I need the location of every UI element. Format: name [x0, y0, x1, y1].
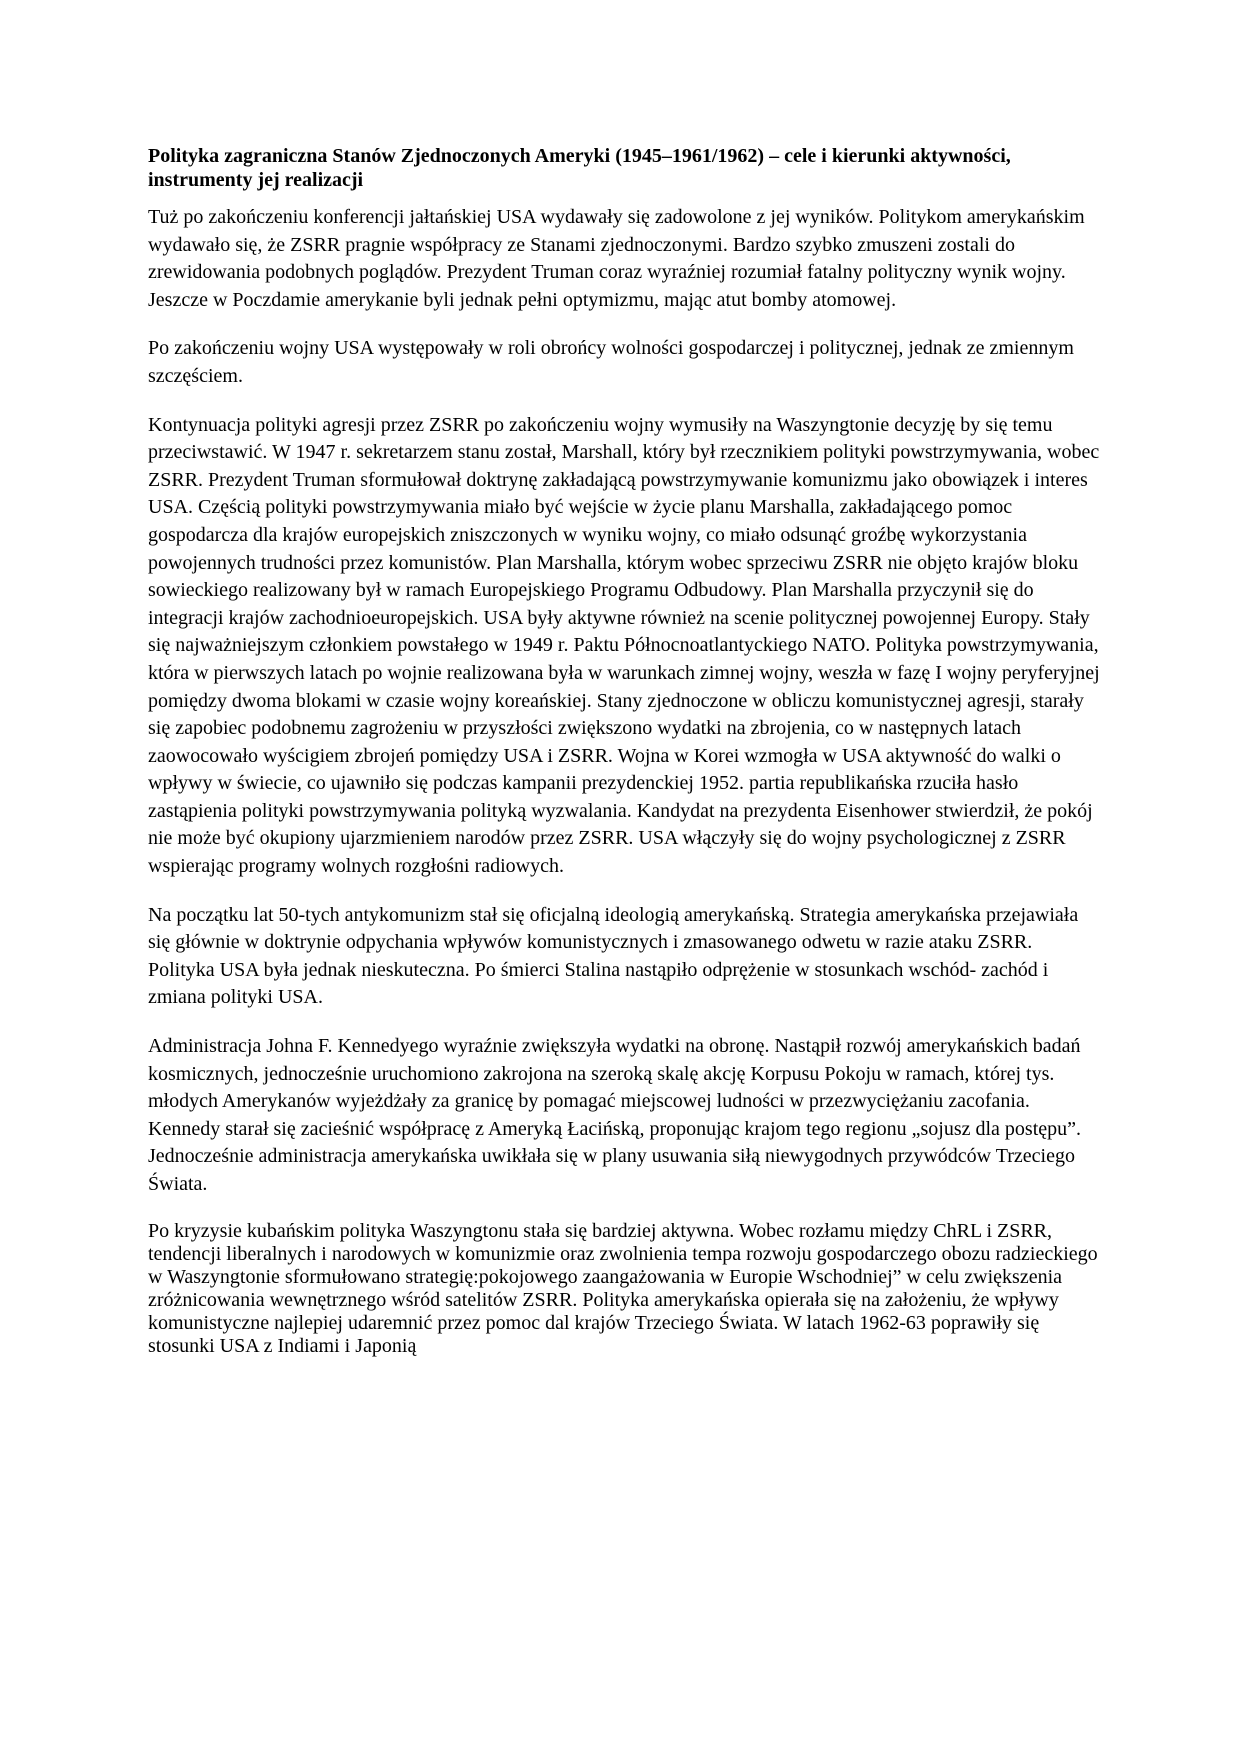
paragraph: Po kryzysie kubańskim polityka Waszyngtonu stała się bardziej aktywna. Wobec rozłamu między ChRL i ZSRR, tendencji liberalnych i narodowych w komunizmie oraz zwolnienia tempa rozwoju gospodarczego obozu radzieckiego w Waszyngtonie sformułowano strategię:pokojowego zaangażowania w Europie Wschodniej” w celu zwiększenia zróżnicowania wewnętrznego wśród satelitów ZSRR. Polityka amerykańska opierała się na założeniu, że wpływy komunistyczne najlepiej udaremnić przez pomoc dal krajów Trzeciego Świata. W latach 1962-63 poprawiły się stosunki USA z Indiami i Japonią: [148, 1219, 1098, 1357]
paragraph: Po zakończeniu wojny USA występowały w roli obrońcy wolności gospodarczej i politycznej, jednak ze zmiennym szczęściem.: [148, 337, 1074, 387]
paragraph: Tuż po zakończeniu konferencji jałtańskiej USA wydawały się zadowolone z jej wyników. Politykom amerykańskim wydawało się, że ZSRR pragnie współpracy ze Stanami zjednoczonymi. Bardzo szybko zmuszeni zostali do zrewidowania podobnych poglądów. Prezydent Truman coraz wyraźniej rozumiał fatalny polityczny wynik wojny. Jeszcze w Poczdamie amerykanie byli jednak pełni optymizmu, mając atut bomby atomowej.: [148, 206, 1085, 311]
document-page: [148, 144, 1100, 1379]
paragraph: Na początku lat 50-tych antykomunizm stał się oficjalną ideologią amerykańską. Strategia amerykańska przejawiała się głównie w doktrynie odpychania wpływów komunistycznych i zmasowanego odwetu w razie ataku ZSRR. Polityka USA była jednak nieskuteczna. Po śmierci Stalina nastąpiło odprężenie w stosunkach wschód- zachód i zmiana polityki USA.: [148, 903, 1079, 1009]
document-title: Polityka zagraniczna Stanów Zjednoczonych Ameryki (1945–1961/1962) – cele i kierunki aktywności, instrumenty jej realizacji: [148, 145, 1011, 191]
paragraph: Administracja Johna F. Kennedyego wyraźnie zwiększyła wydatki na obronę. Nastąpił rozwój amerykańskich badań kosmicznych, jednocześnie uruchomiono zakrojona na szeroką skalę akcję Korpusu Pokoju w ramach, której tys. młodych Amerykanów wyjeżdżały za granicę by pomagać miejscowej ludności w przezwyciężaniu zacofania. Kennedy starał się zacieśnić współpracę z Ameryką Łacińską, proponując krajom tego regionu „sojusz dla postępu”. Jednocześnie administracja amerykańska uwikłała się w plany usuwania siłą niewygodnych przywódców Trzeciego Świata.: [148, 1035, 1082, 1195]
paragraph: Kontynuacja polityki agresji przez ZSRR po zakończeniu wojny wymusiły na Waszyngtonie decyzję by się temu przeciwstawić. W 1947 r. sekretarzem stanu został, Marshall, który był rzecznikiem polityki powstrzymywania, wobec ZSRR. Prezydent Truman sformułował doktrynę zakładającą powstrzymywanie komunizmu jako obowiązek i interes USA. Częścią polityki powstrzymywania miało być wejście w życie planu Marshalla, zakładającego pomoc gospodarcza dla krajów europejskich zniszczonych w wyniku wojny, co miało odsunąć groźbę wykorzystania powojennych trudności przez komunistów. Plan Marshalla, którym wobec sprzeciwu ZSRR nie objęto krajów bloku sowieckiego realizowany był w ramach Europejskiego Programu Odbudowy. Plan Marshalla przyczynił się do integracji krajów zachodnioeuropejskich. USA były aktywne również na scenie politycznej powojennej Europy. Stały się najważniejszym członkiem powstałego w 1949 r. Paktu Północnoatlantyckiego NATO. Polityka powstrzymywania, która w pierwszych latach po wojnie realizowana była w warunkach zimnej wojny, weszła w fazę I wojny peryferyjnej pomiędzy dwoma blokami w czasie wojny koreańskiej. Stany zjednoczone w obliczu komunistycznej agresji, starały się zapobiec podobnemu zagrożeniu w przyszłości zwiększono wydatki na zbrojenia, co w następnych latach zaowocowało wyścigiem zbrojeń pomiędzy USA i ZSRR. Wojna w Korei wzmogła w USA aktywność do walki o wpływy w świecie, co ujawniło się podczas kampanii prezydenckiej 1952. partia republikańska rzuciła hasło zastąpienia polityki powstrzymywania polityką wyzwalania. Kandydat na prezydenta Eisenhower stwierdził, że pokój nie może być okupiony ujarzmieniem narodów przez ZSRR. USA włączyły się do wojny psychologicznej z ZSRR wspierając programy wolnych rozgłośni radiowych.: [148, 413, 1100, 878]
